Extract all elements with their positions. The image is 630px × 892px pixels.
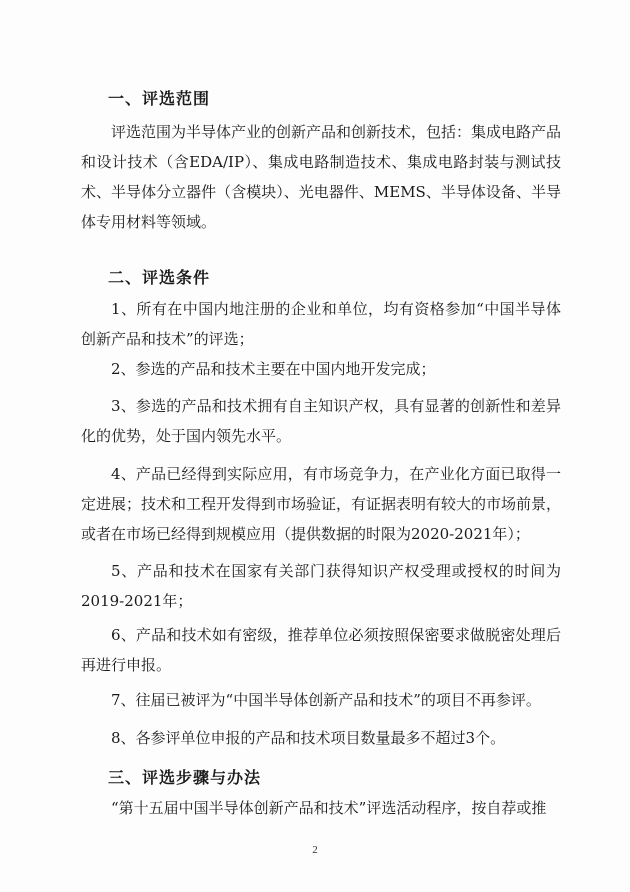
- page-number: 2: [312, 844, 318, 856]
- condition-7: 7、往届已被评为“中国半导体创新产品和技术”的项目不再参评。: [111, 691, 541, 709]
- condition-1: 1、所有在中国内地注册的企业和单位，均有资格参加“中国半导体创新产品和技术”的评选；: [81, 300, 561, 348]
- section-1-paragraph-1: 评选范围为半导体产业的创新产品和创新技术，包括：集成电路产品和设计技术（含EDA/IP）、集成电路制造技术、集成电路封装与测试技术、半导体分立器件（含模块）、光电器件、MEMS、半导体设备、半导体专用材料等领域。: [81, 123, 562, 231]
- condition-6: 6、产品和技术如有密级，推荐单位必须按照保密要求做脱密处理后再进行申报。: [81, 626, 561, 674]
- condition-8: 8、各参评单位申报的产品和技术项目数量最多不超过3个。: [111, 729, 506, 747]
- condition-5: 5、产品和技术在国家有关部门获得知识产权受理或授权的时间为2019-2021年；: [81, 562, 561, 610]
- section-2-heading: 二、评选条件: [108, 268, 211, 287]
- section-1-heading: 一、评选范围: [108, 89, 211, 108]
- condition-4: 4、产品已经得到实际应用，有市场竞争力，在产业化方面已取得一定进展；技术和工程开发得到市场验证，有证据表明有较大的市场前景，或者在市场已经得到规模应用（提供数据的时限为2020-2021年）；: [81, 465, 562, 543]
- condition-2: 2、参选的产品和技术主要在中国内地开发完成；: [111, 360, 436, 378]
- condition-3: 3、参选的产品和技术拥有自主知识产权，具有显著的创新性和差异化的优势，处于国内领先水平。: [81, 397, 561, 445]
- section-3-paragraph-1: “第十五届中国半导体创新产品和技术”评选活动程序，按自荐或推: [111, 799, 547, 817]
- section-3-heading: 三、评选步骤与办法: [108, 768, 262, 787]
